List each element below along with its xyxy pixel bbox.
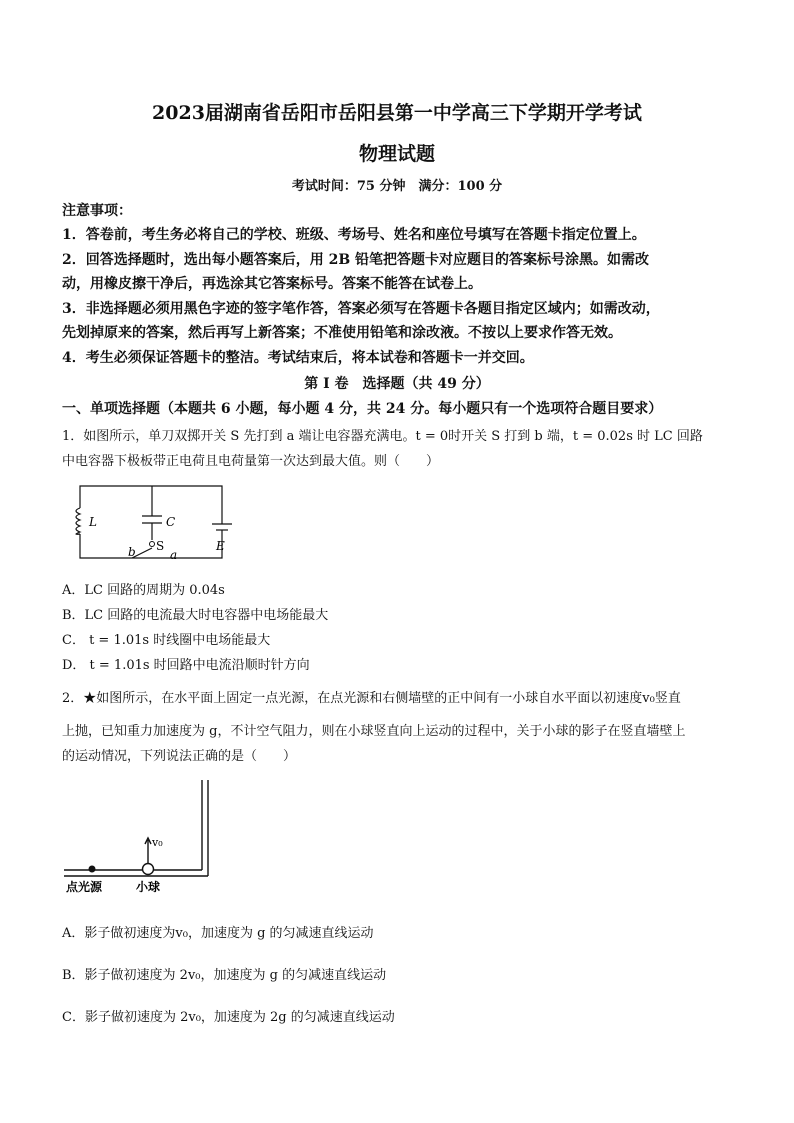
label-S: S [156, 539, 165, 553]
notes-line: 动，用橡皮擦干净后，再选涂其它答案标号。答案不能答在试卷上。 [62, 276, 482, 292]
notes-line: 3．非选择题必须用黑色字迹的签字笔作答，答案必须写在答题卡各题目指定区域内；如需改动， [62, 301, 660, 317]
question-1-stem: 1．如图所示，单刀双掷开关 S 先打到 a 端让电容器充满电。t = 0时开关 S 打到 b 端，t = 0.02s 时 LC 回路 [62, 429, 703, 444]
page-title: 2023届湖南省岳阳市岳阳县第一中学高三下学期开学考试 [152, 102, 642, 124]
label-a: a [170, 548, 178, 562]
notes-line: 2．回答选择题时，选出每小题答案后，用 2B 铅笔把答题卡对应题目的答案标号涂黑。如需改 [62, 252, 650, 268]
question-2-stem: 的运动情况，下列说法正确的是（ ） [62, 749, 297, 764]
question-2-option: C．影子做初速度为 2v₀，加速度为 2g 的匀减速直线运动 [62, 1010, 395, 1025]
question-1-option: A．LC 回路的周期为 0.04s [62, 583, 225, 598]
question-2-option: A．影子做初速度为v₀，加速度为 g 的匀减速直线运动 [62, 926, 374, 941]
lc-circuit-figure [62, 478, 242, 570]
question-1-stem: 中电容器下极板带正电荷且电荷量第一次达到最大值。则（ ） [62, 454, 440, 469]
question-1-option: D． t = 1.01s 时回路中电流沿顺时针方向 [62, 658, 310, 673]
shadow-figure [62, 780, 222, 900]
question-2-stem: 上抛，已知重力加速度为 g，不计空气阻力，则在小球竖直向上运动的过程中，关于小球的影子在竖直墙壁上 [62, 724, 686, 739]
label-b: b [128, 545, 136, 559]
label-L: L [89, 515, 97, 529]
label-v0: v₀ [152, 836, 163, 849]
question-2-stem: 2．★如图所示，在水平面上固定一点光源，在点光源和右侧墙壁的正中间有一小球自水平面以初速度v₀竖直 [62, 691, 681, 706]
part-heading: 一、单项选择题（本题共 6 小题，每小题 4 分，共 24 分。每小题只有一个选项符合题目要求） [62, 401, 663, 417]
section-title: 第 I 卷 选择题（共 49 分） [304, 376, 490, 392]
question-2-option: B．影子做初速度为 2v₀，加速度为 g 的匀减速直线运动 [62, 968, 387, 983]
notes-heading: 注意事项： [62, 203, 132, 219]
label-E: E [216, 539, 225, 553]
label-C: C [166, 515, 176, 529]
notes-line: 1．答卷前，考生务必将自己的学校、班级、考场号、姓名和座位号填写在答题卡指定位置上。 [62, 227, 646, 243]
question-1-option: C． t = 1.01s 时线圈中电场能最大 [62, 633, 271, 648]
label-ball: 小球 [136, 880, 161, 894]
notes-line: 先划掉原来的答案，然后再写上新答案；不准使用铅笔和涂改液。不按以上要求作答无效。 [62, 325, 622, 341]
question-1-option: B．LC 回路的电流最大时电容器中电场能最大 [62, 608, 329, 623]
exam-info: 考试时间：75 分钟 满分：100 分 [291, 179, 503, 194]
notes-line: 4．考生必须保证答题卡的整洁。考试结束后，将本试卷和答题卡一并交回。 [62, 350, 534, 366]
label-light-source: 点光源 [66, 880, 103, 894]
page-subtitle: 物理试题 [358, 143, 435, 165]
